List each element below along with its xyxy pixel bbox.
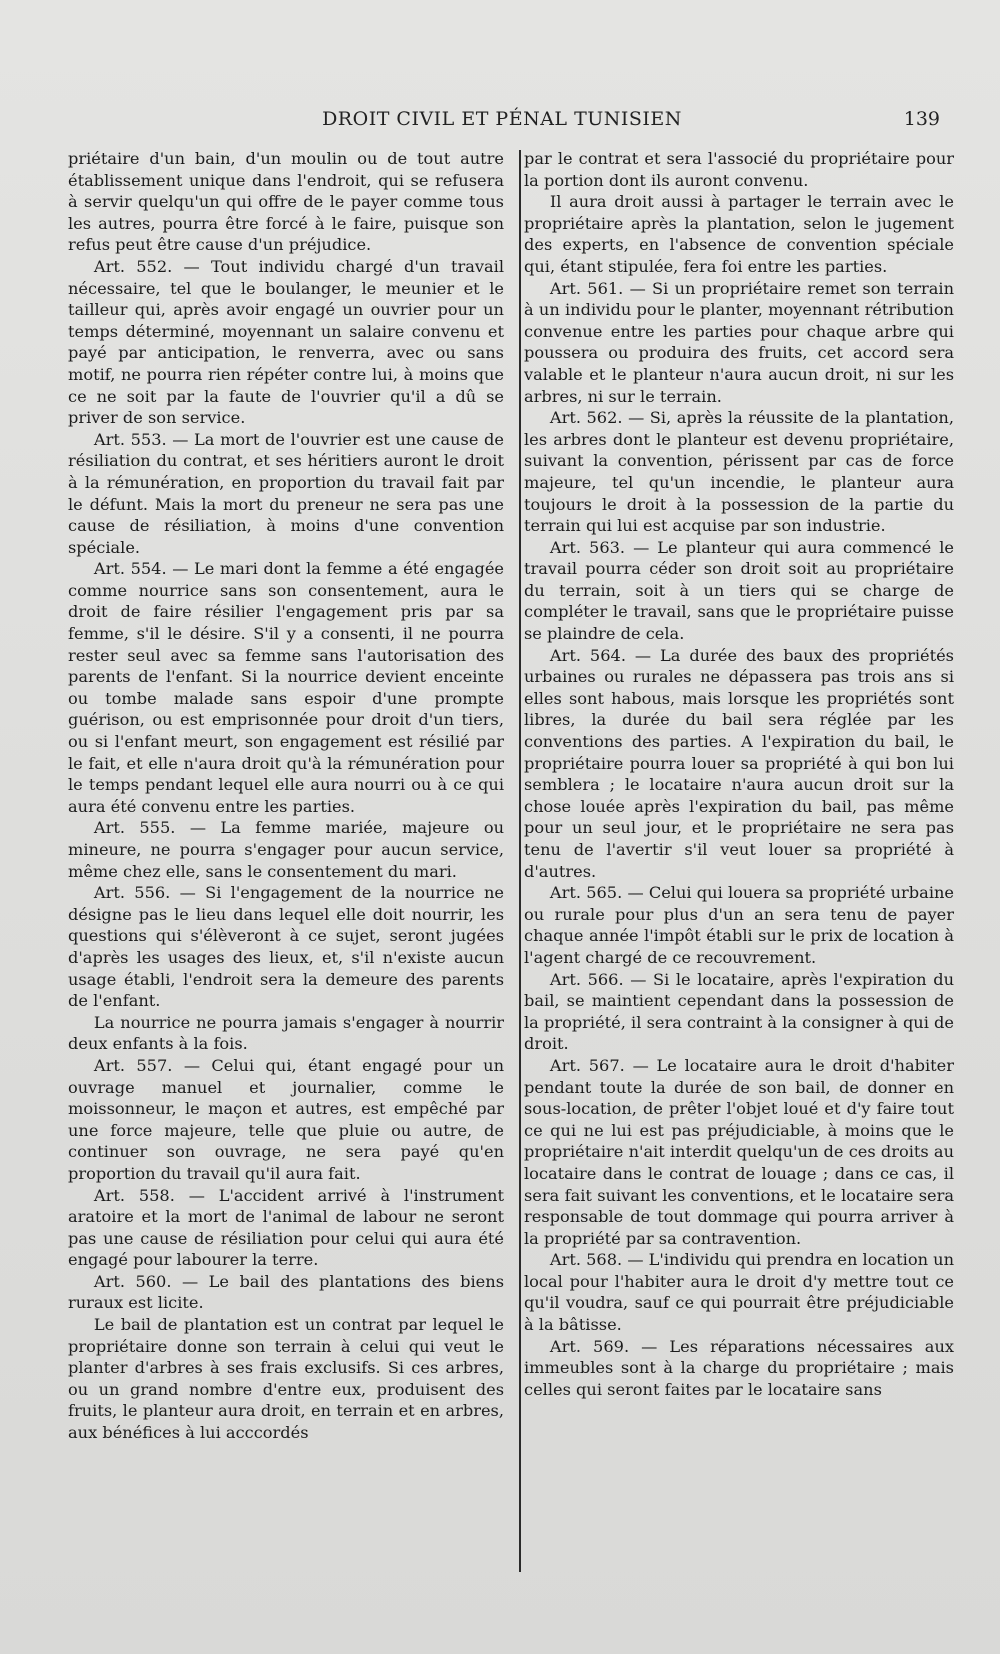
paragraph-art-564: Art. 564. — La durée des baux des propriétés urbaines ou rurales ne dépassera pas trois ans si elles sont habous, mais lorsque les propriétés sont libres, la durée du bail sera réglée par les conventions des parties. A l'expiration du bail, le propriétaire pourra louer sa propriété à qui bon lui semblera ; le locataire n'aura aucun droit sur la chose louée après l'expiration du bail, pas même pour un seul jour, et le propriétaire ne sera pas tenu de l'avertir s'il veut louer sa propriété à d'autres. (524, 645, 954, 881)
paragraph-art-566: Art. 566. — Si le locataire, après l'expiration du bail, se maintient cependant dans la possession de la propriété, il sera contraint à la consigner à qui de droit. (524, 969, 954, 1054)
paragraph-art-554: Art. 554. — Le mari dont la femme a été engagée comme nourrice sans son consentement, aura le droit de faire résilier l'engagement pris par sa femme, s'il le désire. S'il y a consenti, il ne pourra rester seul avec sa femme sans l'autorisation des parents de l'enfant. Si la nourrice devient enceinte ou tombe malade sans espoir d'une prompte guérison, ou est emprisonnée pour droit d'un tiers, ou si l'enfant meurt, son engagement est résilié par le fait, et elle n'aura droit qu'à la rémunération pour le temps pendant lequel elle aura nourri ou à ce qui aura été convenu entre les parties. (68, 559, 504, 816)
header-title: DROIT CIVIL ET PÉNAL TUNISIEN (322, 108, 682, 130)
page-number: 139 (903, 108, 940, 130)
right-column (524, 148, 954, 1400)
paragraph-art-556: Art. 556. — Si l'engagement de la nourrice ne désigne pas le lieu dans lequel elle doit nourrir, les questions qui s'élèveront à ce sujet, seront jugées d'après les usages des lieux, et, s'il n'existe aucun usage établi, l'endroit sera la demeure des parents de l'enfant. (68, 883, 504, 1011)
paragraph-art-555: Art. 555. — La femme mariée, majeure ou mineure, ne pourra s'engager pour aucun service, même chez elle, sans le consentement du mari. (68, 818, 504, 881)
column-divider (519, 150, 521, 1572)
running-header (64, 108, 940, 138)
paragraph-art-567: Art. 567. — Le locataire aura le droit d'habiter pendant toute la durée de son bail, de donner en sous-location, de prêter l'objet loué et d'y faire tout ce qui ne lui est pas préjudiciable, à moins que le propriétaire n'ait interdit quelqu'un de ces droits au locataire dans le contrat de louage ; dans ce cas, il sera fait suivant les conventions, et le locataire sera responsable de tout dommage qui pourra arriver à la propriété par sa contravention. (524, 1055, 954, 1248)
paragraph: Le bail de plantation est un contrat par lequel le propriétaire donne son terrain à celui qui veut le planter d'arbres à ses frais exclusifs. Si ces arbres, ou un grand nombre d'entre eux, produisent des fruits, le planteur aura droit, en terrain et en arbres, aux bénéfices à lui acccordés (68, 1315, 504, 1443)
paragraph-art-563: Art. 563. — Le planteur qui aura commencé le travail pourra céder son droit soit au propriétaire du terrain, soit à un tiers qui se charge de compléter le travail, sans que le propriétaire puisse se plaindre de cela. (524, 537, 954, 644)
paragraph-art-568: Art. 568. — L'individu qui prendra en location un local pour l'habiter aura le droit d'y mettre tout ce qu'il voudra, sauf ce qui pourrait être préjudiciable à la bâtisse. (524, 1250, 955, 1335)
paragraph-art-553: Art. 553. — La mort de l'ouvrier est une cause de résiliation du contrat, et ses héritiers auront le droit à la rémunération, en proportion du travail fait par le défunt. Mais la mort du preneur ne sera pas une cause de résiliation, à moins d'une convention spéciale. (68, 429, 504, 557)
paragraph-art-560: Art. 560. — Le bail des plantations des biens ruraux est licite. (68, 1271, 504, 1313)
paragraph: La nourrice ne pourra jamais s'engager à nourrir deux enfants à la fois. (68, 1012, 504, 1054)
paragraph: priétaire d'un bain, d'un moulin ou de tout autre établissement unique dans l'endroit, qui se refusera à servir quelqu'un qui offre de le payer comme tous les autres, pourra être forcé à le faire, puisque son refus peut être cause d'un préjudice. (68, 149, 504, 255)
paragraph-art-562: Art. 562. — Si, après la réussite de la plantation, les arbres dont le planteur est devenu propriétaire, suivant la convention, périssent par cas de force majeure, tel qu'un incendie, le planteur aura toujours le droit à la possession de la partie du terrain qui lui est acquise par son industrie. (524, 408, 954, 536)
paragraph-art-552: Art. 552. — Tout individu chargé d'un travail nécessaire, tel que le boulanger, le meunier et le tailleur qui, après avoir engagé un ouvrier pour un temps déterminé, moyennant un salaire convenu et payé par anticipation, le renverra, avec ou sans motif, ne pourra rien répéter contre lui, à moins que ce ne soit par la faute de l'ouvrier qu'il a dû se priver de son service. (68, 256, 504, 428)
paragraph: par le contrat et sera l'associé du propriétaire pour la portion dont ils auront convenu. (524, 149, 954, 190)
left-column (68, 148, 504, 1444)
paragraph-art-565: Art. 565. — Celui qui louera sa propriété urbaine ou rurale pour plus d'un an sera tenu de payer chaque année l'impôt établi sur le prix de location à l'agent chargé de ce recouvrement. (524, 883, 954, 967)
paragraph-art-558: Art. 558. — L'accident arrivé à l'instrument aratoire et la mort de l'animal de labour ne seront pas une cause de résiliation pour celui qui aura été engagé pour labourer la terre. (68, 1185, 504, 1270)
paragraph-art-569: Art. 569. — Les réparations nécessaires aux immeubles sont à la charge du propriétaire ; mais celles qui seront faites par le locataire sans (524, 1336, 954, 1399)
paragraph-art-557: Art. 557. — Celui qui, étant engagé pour un ouvrage manuel et journalier, comme le moissonneur, le maçon et autres, est empêché par une force majeure, telle que pluie ou autre, de continuer son ouvrage, ne sera payé qu'en proportion du travail qu'il aura fait. (68, 1055, 504, 1183)
paragraph: Il aura droit aussi à partager le terrain avec le propriétaire après la plantation, selon le jugement des experts, en l'absence de convention spéciale qui, étant stipulée, fera foi entre les parties. (524, 192, 954, 276)
paragraph-art-561: Art. 561. — Si un propriétaire remet son terrain à un individu pour le planter, moyennant rétribution convenue entre les parties pour chaque arbre qui poussera ou produira des fruits, cet accord sera valable et le planteur n'aura aucun droit, ni sur les arbres, ni sur le terrain. (524, 278, 954, 406)
